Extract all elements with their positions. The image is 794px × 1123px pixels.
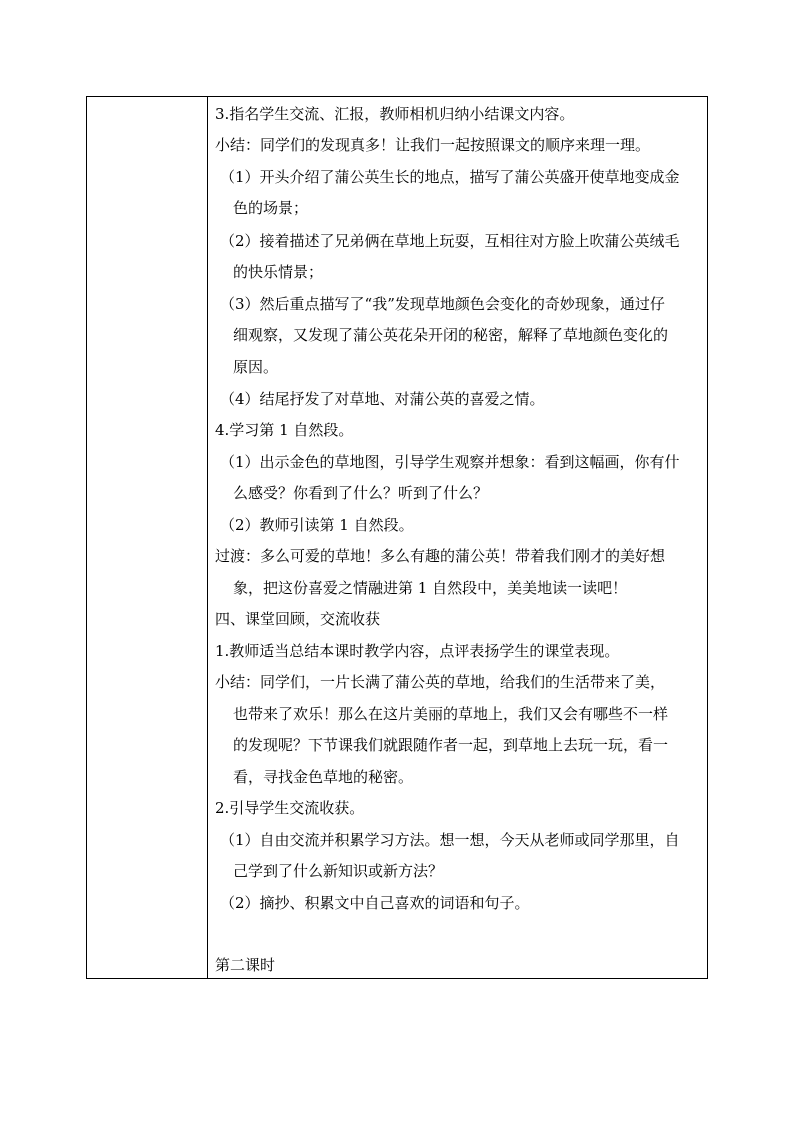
text-line: 色的场景； — [233, 199, 309, 217]
text-line: 的快乐情景； — [233, 263, 324, 281]
text-line: 己学到了什么新知识或新方法？ — [233, 862, 444, 880]
text-line: 看，寻找金色草地的秘密。 — [233, 768, 414, 786]
text-line: （2）接着描述了兄弟俩在草地上玩耍，互相往对方脸上吹蒲公英绒毛 — [220, 232, 680, 250]
text-line: 的发现呢？下节课我们就跟随作者一起，到草地上去玩一玩，看一 — [233, 736, 669, 754]
text-line: （1）出示金色的草地图，引导学生观察并想象：看到这幅画，你有什 — [220, 453, 680, 471]
text-line: 小结：同学们的发现真多！让我们一起按照课文的顺序来理一理。 — [215, 136, 651, 154]
text-line: 小结：同学们，一片长满了蒲公英的草地，给我们的生活带来了美， — [215, 673, 666, 691]
text-line: 也带来了欢乐！那么在这片美丽的草地上，我们又会有哪些不一样 — [233, 705, 669, 723]
text-line: 3.指名学生交流、汇报，教师相机归纳小结课文内容。 — [215, 105, 575, 123]
text-line: 四、课堂回顾，交流收获 — [215, 610, 381, 628]
text-line: 原因。 — [233, 358, 279, 376]
text-line: （4）结尾抒发了对草地、对蒲公英的喜爱之情。 — [220, 390, 545, 408]
right-column-cell — [208, 97, 707, 978]
text-line: 象，把这份喜爱之情融进第 1 自然段中，美美地读一读吧！ — [233, 579, 628, 597]
text-line: 细观察，又发现了蒲公英花朵开闭的秘密，解释了草地颜色变化的 — [233, 326, 669, 344]
text-line: （3）然后重点描写了“我”发现草地颜色会变化的奇妙现象，通过仔 — [220, 295, 665, 313]
text-line: （1）自由交流并积累学习方法。想一想，今天从老师或同学那里，自 — [220, 831, 680, 849]
text-line: 4.学习第 1 自然段。 — [215, 421, 354, 439]
text-line: 么感受？你看到了什么？听到了什么？ — [233, 484, 489, 502]
text-line: 2.引导学生交流收获。 — [215, 799, 365, 817]
text-line: （1）开头介绍了蒲公英生长的地点，描写了蒲公英盛开使草地变成金 — [220, 168, 680, 186]
text-line: 过渡：多么可爱的草地！多么有趣的蒲公英！带着我们刚才的美好想 — [215, 547, 666, 565]
lesson-plan-table — [86, 96, 708, 979]
left-column-cell — [87, 97, 207, 978]
text-line: （2）教师引读第 1 自然段。 — [220, 516, 414, 534]
text-line: （2）摘抄、积累文中自己喜欢的词语和句子。 — [220, 894, 530, 912]
text-line: 1.教师适当总结本课时教学内容，点评表扬学生的课堂表现。 — [215, 642, 620, 660]
section-heading: 第二课时 — [215, 956, 276, 974]
